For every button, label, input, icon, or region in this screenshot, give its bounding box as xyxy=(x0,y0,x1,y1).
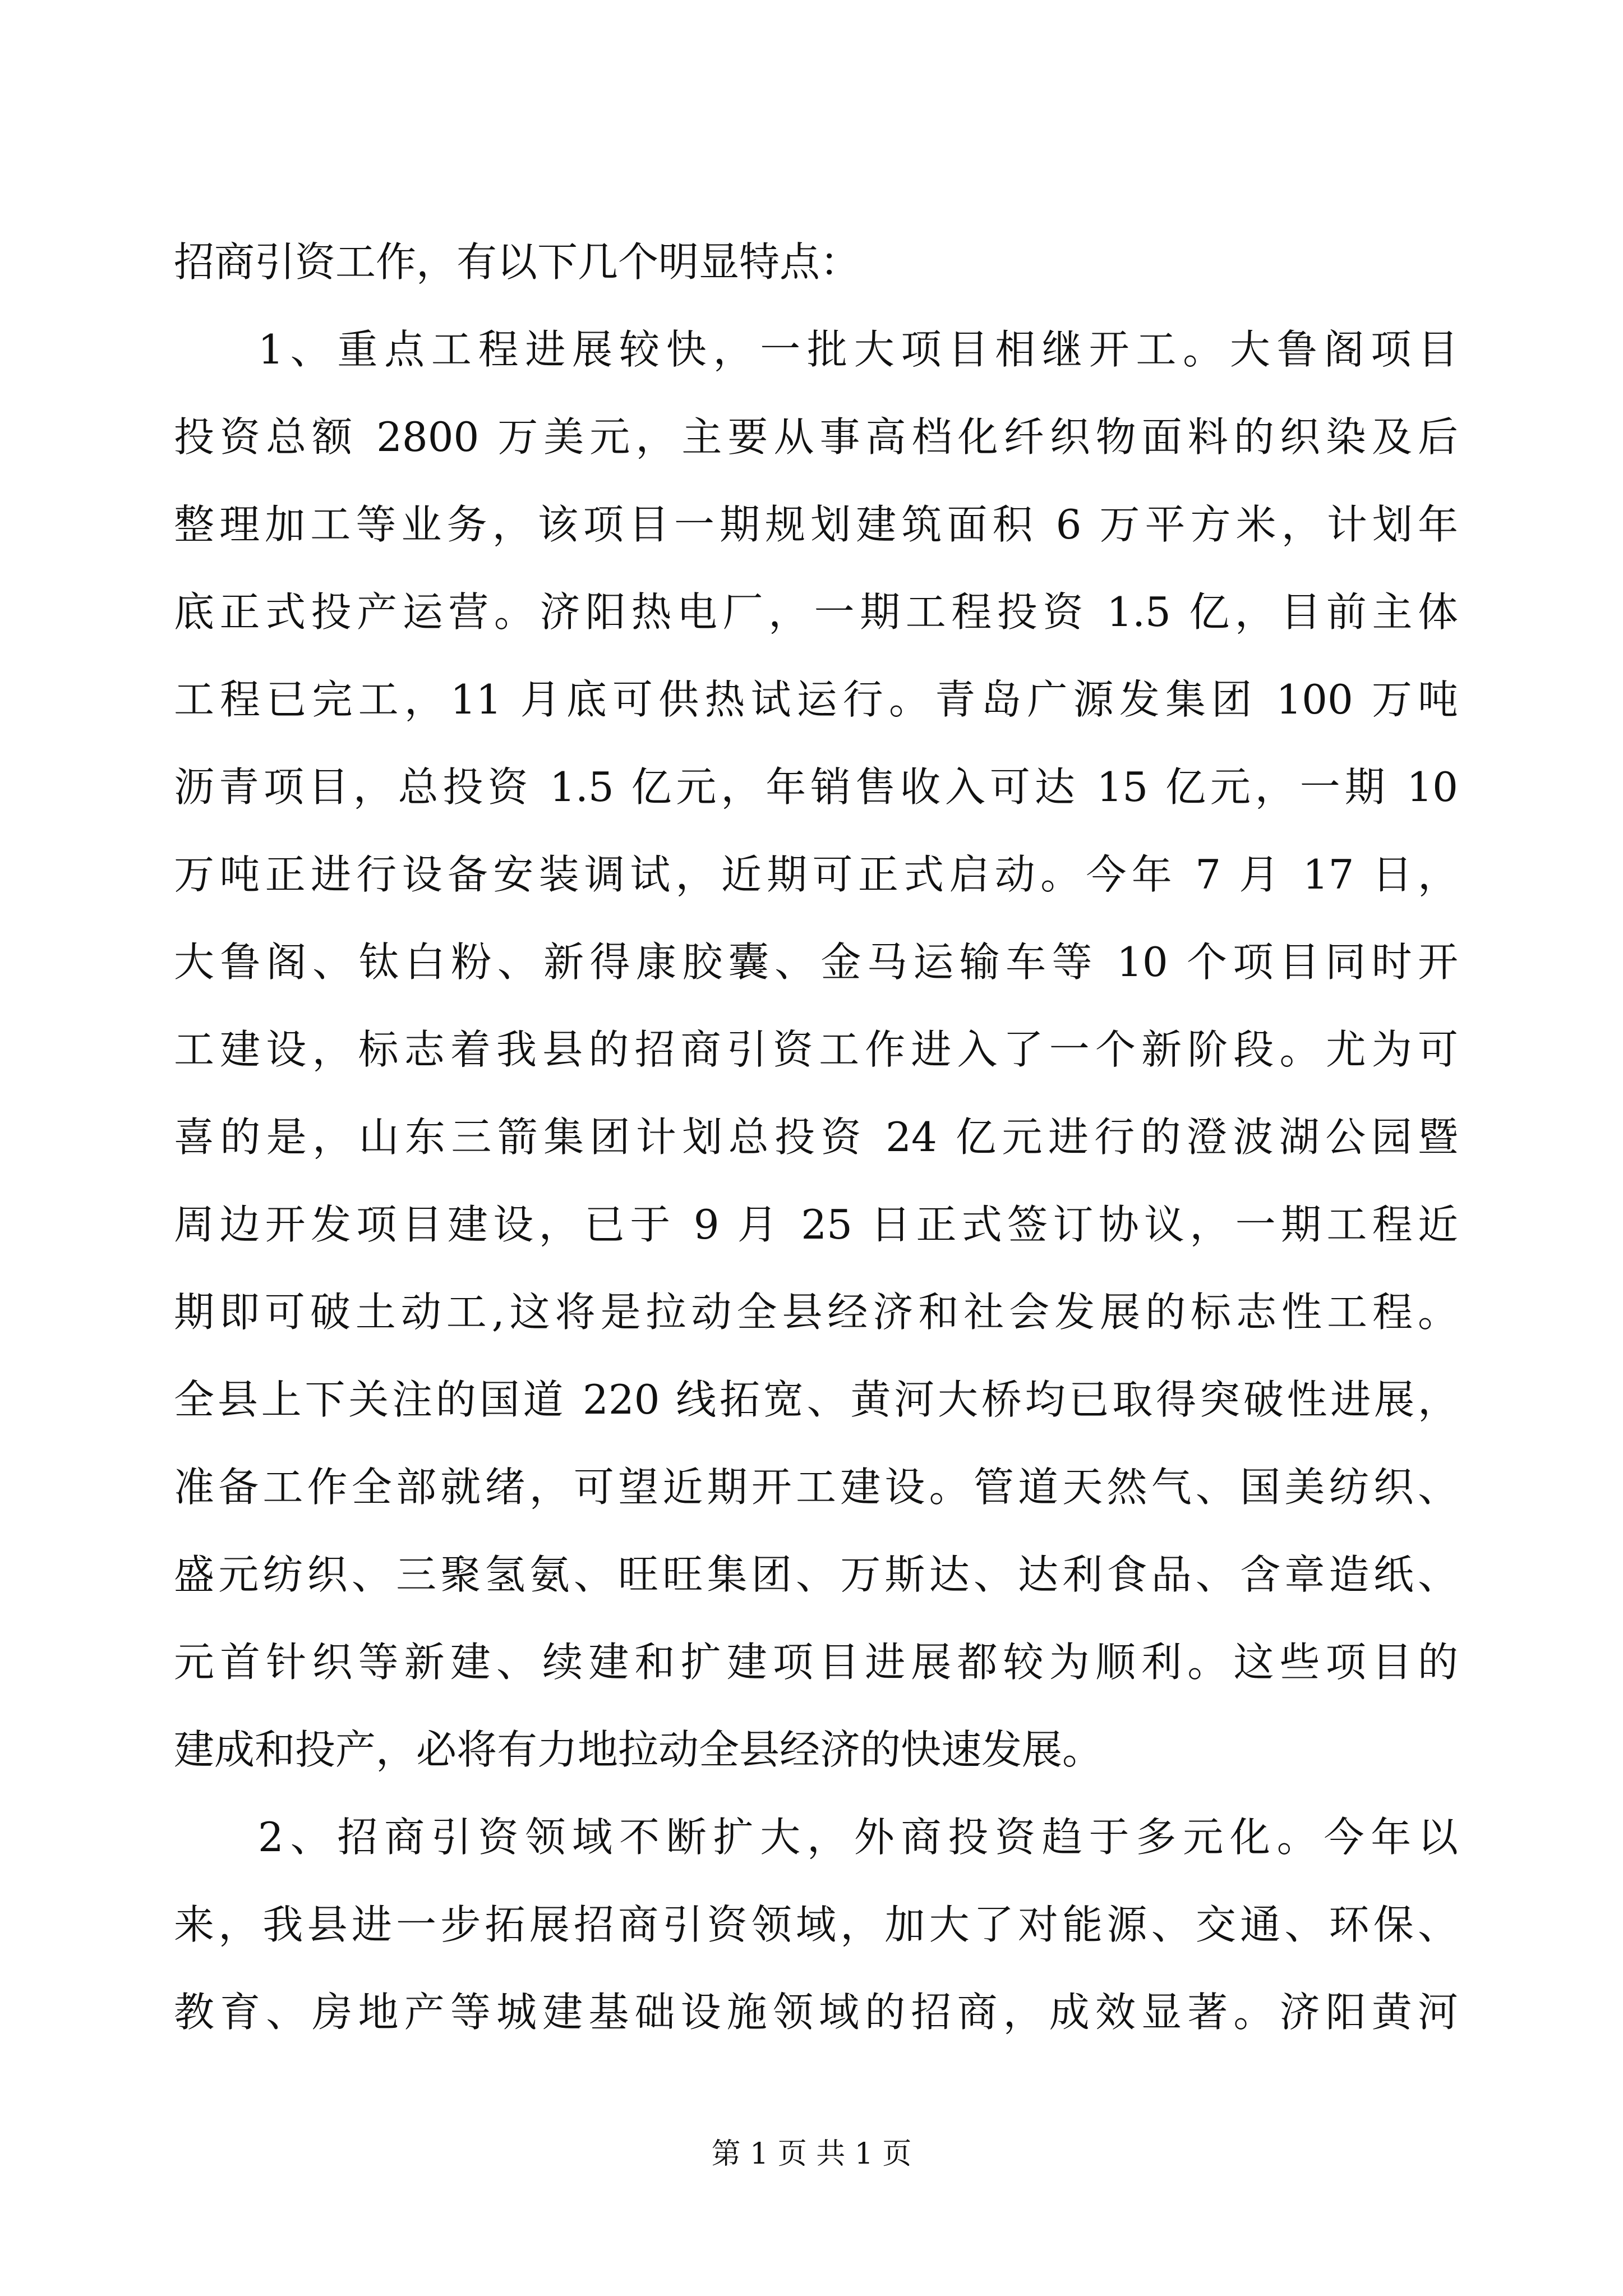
text-line: 招商引资工作，有以下几个明显特点： xyxy=(174,238,861,286)
text-line: 全县上下关注的国道 220 线拓宽、黄河大桥均已取得突破性进展， xyxy=(174,1376,1458,1423)
text-line: 1、重点工程进展较快，一批大项目相继开工。大鲁阁项目 xyxy=(258,326,1458,373)
page-number-footer: 第 1 页 共 1 页 xyxy=(711,2137,912,2171)
text-line: 工建设，标志着我县的招商引资工作进入了一个新阶段。尤为可 xyxy=(174,1026,1458,1073)
text-line: 沥青项目，总投资 1.5 亿元，年销售收入可达 15 亿元，一期 10 xyxy=(174,763,1458,811)
text-line: 大鲁阁、钛白粉、新得康胶囊、金马运输车等 10 个项目同时开 xyxy=(174,938,1458,986)
text-line: 2、招商引资领域不断扩大，外商投资趋于多元化。今年以 xyxy=(258,1814,1458,1861)
text-line: 周边开发项目建设，已于 9 月 25 日正式签订协议，一期工程近 xyxy=(174,1201,1458,1248)
text-line: 工程已完工，11 月底可供热试运行。青岛广源发集团 100 万吨 xyxy=(174,676,1458,723)
text-line: 教育、房地产等城建基础设施领域的招商，成效显著。济阳黄河 xyxy=(174,1989,1458,2036)
text-line: 投资总额 2800 万美元，主要从事高档化纤织物面料的织染及后 xyxy=(174,413,1458,461)
text-line: 盛元纺织、三聚氢氨、旺旺集团、万斯达、达利食品、含章造纸、 xyxy=(174,1551,1458,1598)
text-line: 底正式投产运营。济阳热电厂，一期工程投资 1.5 亿，目前主体 xyxy=(174,588,1458,636)
text-line: 来，我县进一步拓展招商引资领域，加大了对能源、交通、环保、 xyxy=(174,1901,1458,1948)
text-line: 建成和投产，必将有力地拉动全县经济的快速发展。 xyxy=(174,1726,1103,1773)
text-line: 期即可破土动工,这将是拉动全县经济和社会发展的标志性工程。 xyxy=(174,1289,1458,1336)
text-line: 元首针织等新建、续建和扩建项目进展都较为顺利。这些项目的 xyxy=(174,1639,1458,1686)
text-line: 整理加工等业务，该项目一期规划建筑面积 6 万平方米，计划年 xyxy=(174,501,1458,548)
text-line: 准备工作全部就绪，可望近期开工建设。管道天然气、国美纺织、 xyxy=(174,1464,1458,1511)
text-line: 喜的是，山东三箭集团计划总投资 24 亿元进行的澄波湖公园暨 xyxy=(174,1114,1458,1161)
text-line: 万吨正进行设备安装调试，近期可正式启动。今年 7 月 17 日， xyxy=(174,851,1458,898)
